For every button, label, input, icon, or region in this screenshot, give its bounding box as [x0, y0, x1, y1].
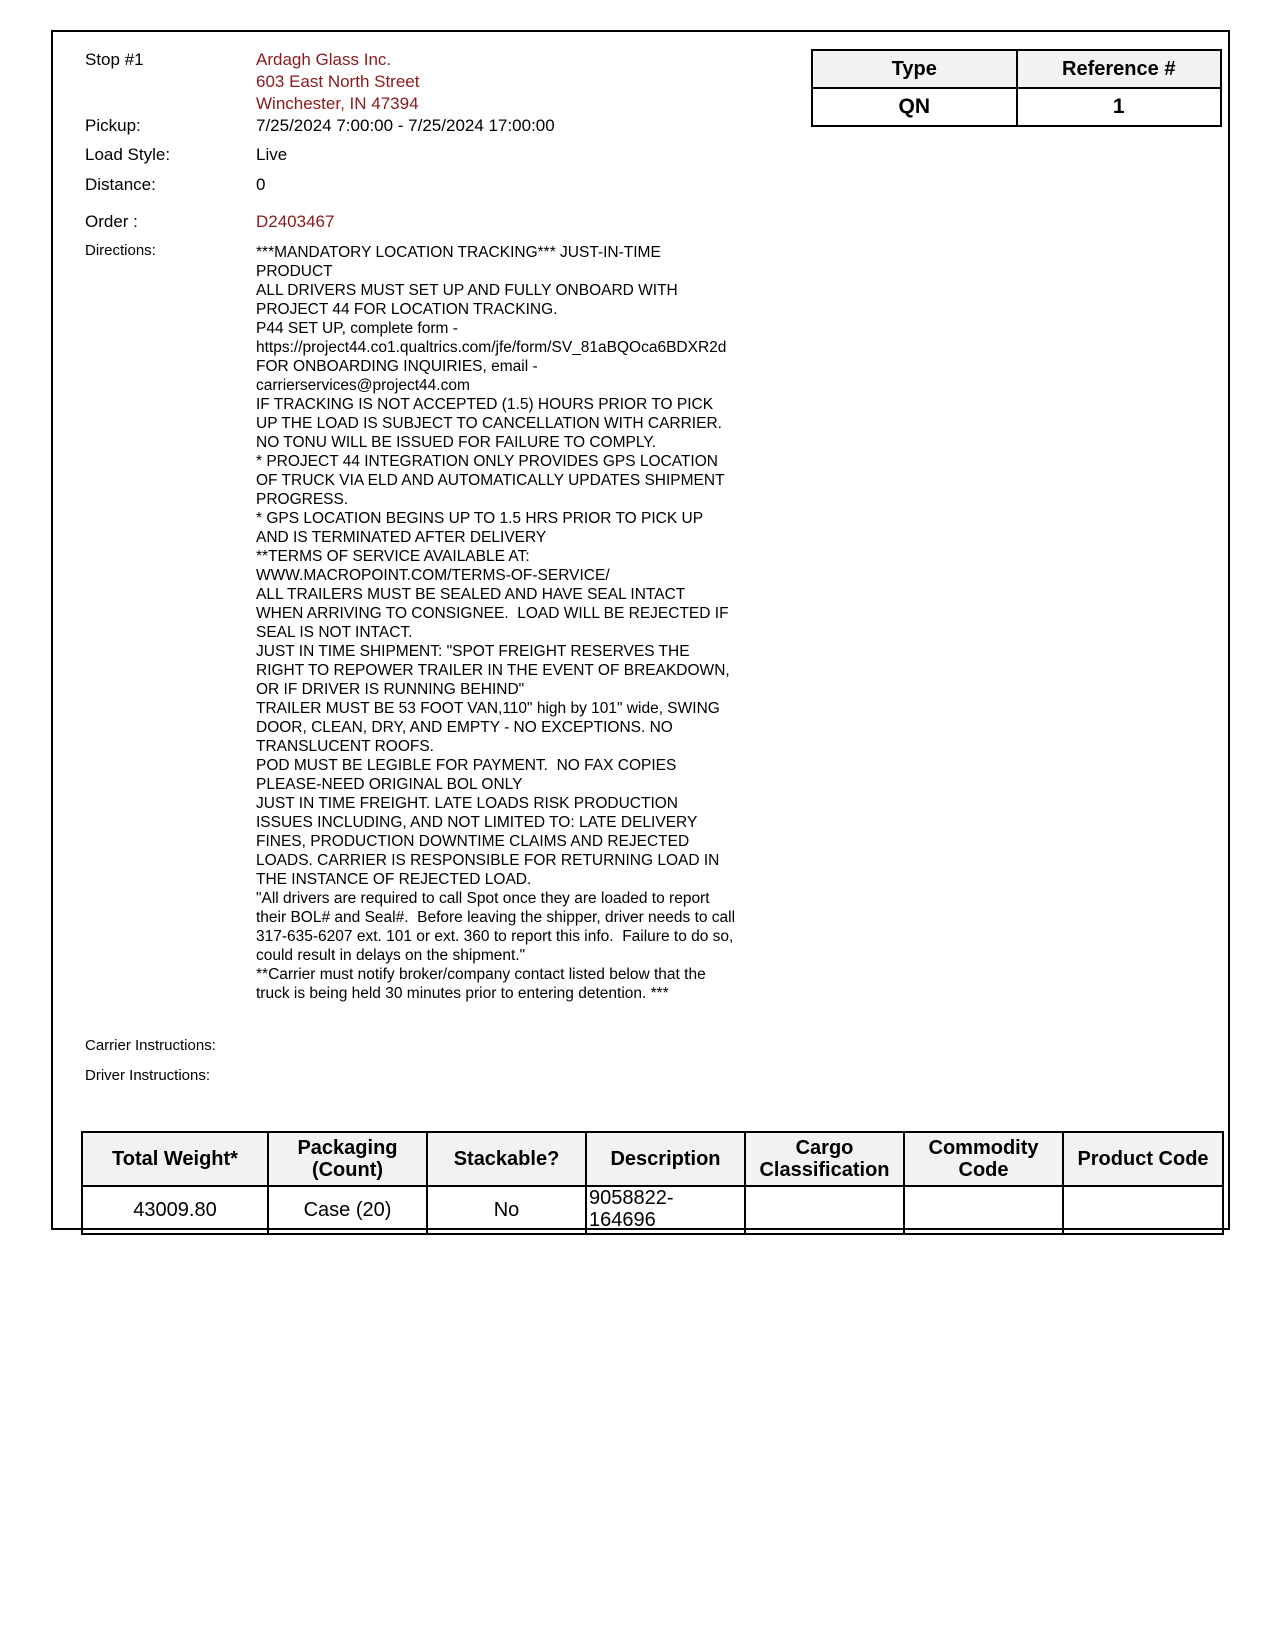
packaging-cell: Case (20) [268, 1186, 427, 1234]
cargo-classification-cell [745, 1186, 904, 1234]
type-header: Type [812, 50, 1017, 88]
packaging-header: Packaging (Count) [268, 1132, 427, 1186]
distance-label: Distance: [85, 175, 156, 194]
product-code-cell [1063, 1186, 1223, 1234]
product-code-header: Product Code [1063, 1132, 1223, 1186]
city-state-zip: Winchester, IN 47394 [256, 94, 419, 113]
company-name: Ardagh Glass Inc. [256, 50, 392, 69]
reference-header: Reference # [1017, 50, 1222, 88]
pickup-label: Pickup: [85, 116, 141, 135]
table-row [82, 1186, 1223, 1234]
carrier-instructions-label: Carrier Instructions: [85, 1037, 216, 1054]
stop-label: Stop #1 [85, 50, 144, 69]
reference-table [811, 49, 1222, 127]
distance-value: 0 [256, 175, 266, 194]
commodity-code-header: Commodity Code [904, 1132, 1063, 1186]
street-address: 603 East North Street [256, 72, 420, 91]
cargo-table [81, 1131, 1224, 1235]
total-weight-cell: 43009.80 [82, 1186, 268, 1234]
description-cell: 9058822- 164696 [586, 1186, 745, 1234]
order-label: Order : [85, 212, 138, 231]
load-style-label: Load Style: [85, 145, 171, 164]
stackable-cell: No [427, 1186, 586, 1234]
description-header: Description [586, 1132, 745, 1186]
directions-label: Directions: [85, 242, 156, 259]
driver-instructions-label: Driver Instructions: [85, 1067, 211, 1084]
load-style-value: Live [256, 145, 288, 164]
order-value: D2403467 [256, 212, 335, 231]
pickup-value: 7/25/2024 7:00:00 - 7/25/2024 17:00:00 [256, 116, 555, 135]
type-value: QN [812, 88, 1017, 126]
reference-value: 1 [1017, 88, 1222, 126]
total-weight-header: Total Weight* [82, 1132, 268, 1186]
cargo-classification-header: Cargo Classification [745, 1132, 904, 1186]
commodity-code-cell [904, 1186, 1063, 1234]
stackable-header: Stackable? [427, 1132, 586, 1186]
directions-text: ***MANDATORY LOCATION TRACKING*** JUST-IN-TIME PRODUCT ALL DRIVERS MUST SET UP AND FULLY ONBOARD WITH PROJECT 44 FOR LOCATION TRACKING. P44 SET UP, complete form - https://project44.co1.qualtrics.com/jfe/form/SV_81aBQOca6BDXR2d FOR ONBOARDING INQUIRIES, email - carrierservices@project44.com IF TRACKING IS NOT ACCEPTED (1.5) HOURS PRIOR TO PICK UP THE LOAD IS SUBJECT TO CANCELLATION WITH CARRIER. NO TONU WILL BE ISSUED FOR FAILURE TO COMPLY. * PROJECT 44 INTEGRATION ONLY PROVIDES GPS LOCATION OF TRUCK VIA ELD AND AUTOMATICALLY UPDATES SHIPMENT PROGRESS. * GPS LOCATION BEGINS UP TO 1.5 HRS PRIOR TO PICK UP AND IS TERMINATED AFTER DELIVERY **TERMS OF SERVICE AVAILABLE AT: WWW.MACROPOINT.COM/TERMS-OF-SERVICE/ ALL TRAILERS MUST BE SEALED AND HAVE SEAL INTACT WHEN ARRIVING TO CONSIGNEE. LOAD WILL BE REJECTED IF SEAL IS NOT INTACT. JUST IN TIME SHIPMENT: "SPOT FREIGHT RESERVES THE RIGHT TO REPOWER TRAILER IN THE EVENT OF BREAKDOWN, OR IF DRIVER IS RUNNING BEHIND" TRAILER MUST BE 53 FOOT VAN,110" high by 101" wide, SWING DOOR, CLEAN, DRY, AND EMPTY - NO EXCEPTIONS. NO TRANSLUCENT ROOFS. POD MUST BE LEGIBLE FOR PAYMENT. NO FAX COPIES PLEASE-NEED ORIGINAL BOL ONLY JUST IN TIME FREIGHT. LATE LOADS RISK PRODUCTION ISSUES INCLUDING, AND NOT LIMITED TO: LATE DELIVERY FINES, PRODUCTION DOWNTIME CLAIMS AND REJECTED LOADS. CARRIER IS RESPONSIBLE FOR RETURNING LOAD IN THE INSTANCE OF REJECTED LOAD. "All drivers are required to call Spot once they are loaded to report their BOL# and Seal#. Before leaving the shipper, driver needs to call 317-635-6207 ext. 101 or ext. 360 to report this info. Failure to do so, could result in delays on the shipment." **Carrier must notify broker/company contact listed below that the truck is being held 30 minutes prior to entering detention. *** [256, 244, 736, 1002]
